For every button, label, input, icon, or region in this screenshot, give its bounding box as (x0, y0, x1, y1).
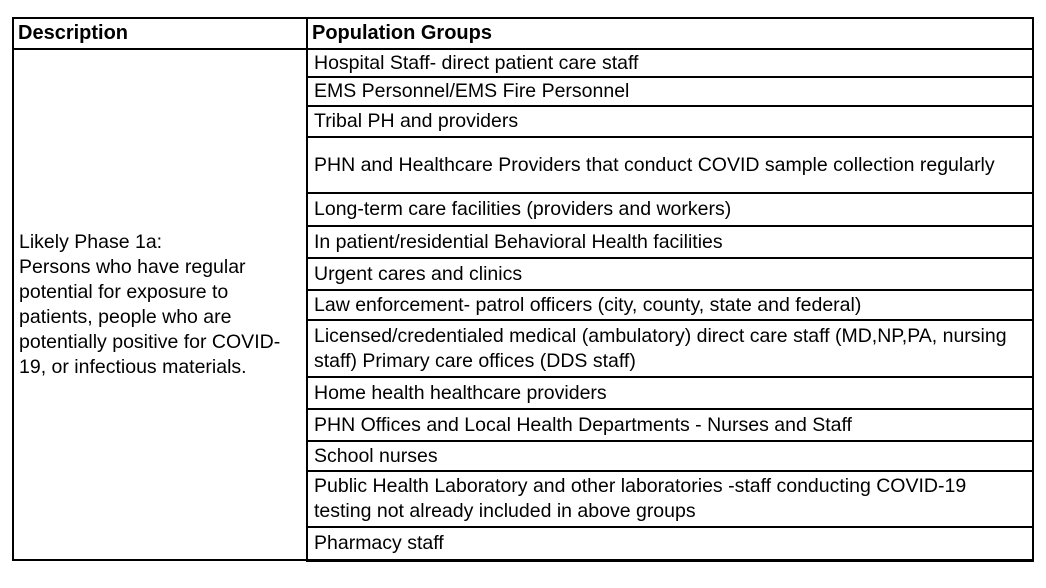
population-group-cell: In patient/residential Behavioral Health facilities (307, 226, 1033, 258)
population-group-cell: Licensed/credentialed medical (ambulatory) direct care staff (MD,NP,PA, nursing staff) Primary care offices (DDS staff) (307, 320, 1033, 377)
population-group-cell: Urgent cares and clinics (307, 258, 1033, 290)
population-groups-table (12, 17, 1034, 562)
population-group-cell: PHN and Healthcare Providers that conduct COVID sample collection regularly (307, 137, 1033, 193)
population-group-cell: Tribal PH and providers (307, 106, 1033, 137)
population-group-cell: Pharmacy staff (307, 527, 1033, 560)
population-group-cell: Long-term care facilities (providers and workers) (307, 193, 1033, 226)
description-title: Likely Phase 1a: (19, 230, 163, 253)
table-header-row (13, 18, 1033, 49)
population-group-cell: School nurses (307, 441, 1033, 471)
population-group-cell: Public Health Laboratory and other laboratories -staff conducting COVID-19 testing not already included in above groups (307, 471, 1033, 527)
table-row (13, 49, 1033, 77)
header-description: Description (13, 18, 307, 49)
header-population-groups: Population Groups (307, 18, 1033, 49)
population-group-cell: Home health healthcare providers (307, 377, 1033, 409)
population-group-cell: Hospital Staff- direct patient care staff (307, 49, 1033, 77)
description-cell (13, 49, 307, 560)
population-group-cell: EMS Personnel/EMS Fire Personnel (307, 77, 1033, 106)
population-group-cell: Law enforcement- patrol officers (city, county, state and federal) (307, 290, 1033, 320)
description-text: Persons who have regular potential for exposure to patients, people who are potentially positive for COVID-19, or infectious materials. (19, 255, 281, 378)
population-group-cell: PHN Offices and Local Health Departments - Nurses and Staff (307, 409, 1033, 441)
